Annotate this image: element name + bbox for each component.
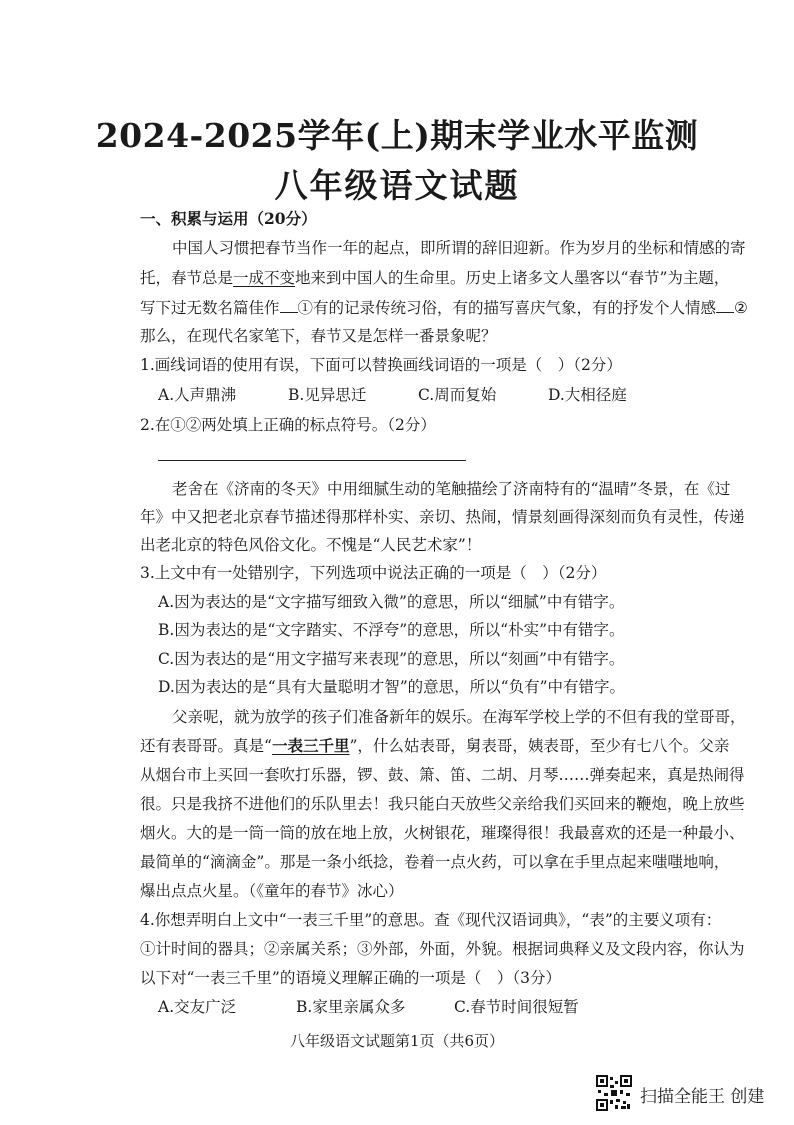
q3-option-b: B.因为表达的是“文字踏实、不浮夸”的意思，所以“朴实”中有错字。	[158, 621, 625, 639]
marker-1: ①	[297, 299, 314, 317]
section-heading: 一、积累与运用（20分）	[140, 209, 317, 228]
q4-option-c: C.春节时间很短暂	[454, 998, 579, 1016]
passage3-line6: 最简单的“滴滴金”。那是一条小纸捻，卷着一点火药，可以拿在手里点起来嗤嗤地响，	[140, 853, 730, 871]
q1-option-c: C.周而复始	[418, 386, 497, 404]
passage3-line2-pre: 还有表哥哥。真是“	[140, 737, 272, 755]
passage1-line3-mid: 有的记录传统习俗，有的描写喜庆气象，有的抒发个人情感	[313, 299, 717, 317]
q1-option-a: A.人声鼎沸	[158, 386, 237, 404]
passage3-line7: 爆出点点火星。（《童年的春节》冰心）	[140, 882, 404, 900]
blank-1	[280, 298, 298, 313]
question-4-line2: ①计时间的器具；②亲属关系；③外部，外面，外貌。根据词典释义及文段内容，你认为	[140, 940, 745, 958]
passage2-line3: 出老北京的特色风俗文化。不愧是“人民艺术家”！	[140, 536, 482, 554]
passage1-line2-pre: 托，春节总是	[140, 269, 234, 287]
passage1-line2	[140, 268, 729, 288]
marker-2: ②	[734, 299, 748, 317]
q1-option-b: B.见异思迁	[288, 386, 367, 404]
passage3-line3: 从烟台市上买回一套吹打乐器，锣、鼓、箫、笛、二胡、月琴……弹奏起来，真是热闹得	[140, 766, 745, 784]
passage3-line2-post: ”，什么姑表哥，舅表哥，姨表哥，至少有七八个。父亲	[349, 737, 730, 755]
qr-code-icon	[596, 1075, 632, 1111]
q3-option-c: C.因为表达的是“用文字描写来表现”的意思，所以“刻画”中有错字。	[158, 650, 625, 668]
passage1-line3-pre: 写下过无数名篇佳作	[140, 299, 280, 317]
passage1-line4: 那么，在现代名家笔下，春节又是怎样一番景象呢？	[140, 327, 497, 345]
passage2-line2: 年》中又把老北京春节描述得那样朴实、亲切、热闹，情景刻画得深刻而负有灵性，传递	[140, 508, 745, 526]
underlined-idiom: 一表三千里	[271, 736, 350, 755]
answer-line	[158, 460, 466, 461]
passage1-line1: 中国人习惯把春节当作一年的起点，即所谓的辞旧迎新。作为岁月的坐标和情感的寄	[172, 239, 746, 257]
passage3-line2	[140, 736, 729, 756]
blank-2	[716, 298, 734, 313]
passage1-line3	[140, 298, 748, 318]
question-3: 3.上文中有一处错别字，下列选项中说法正确的一项是（ ）（2分）	[140, 564, 607, 582]
passage3-line4: 很。只是我挤不进他们的乐队里去！我只能白天放些父亲给我们买回来的鞭炮，晚上放些	[140, 795, 745, 813]
passage3-line1: 父亲呢，就为放学的孩子们准备新年的娱乐。在海军学校上学的不但有我的堂哥哥，	[172, 708, 746, 726]
scanner-watermark: 扫描全能王 创建	[640, 1087, 765, 1107]
page-footer: 八年级语文试题第1页（共6页）	[289, 1032, 505, 1050]
question-4-line1: 4.你想弄明白上文中“一表三千里”的意思。查《现代汉语词典》，“表”的主要义项有：	[140, 911, 722, 929]
passage1-line2-post: 地来到中国人的生命里。历史上诸多文人墨客以“春节”为主题，	[295, 269, 730, 287]
question-2: 2.在①②两处填上正确的标点符号。（2分）	[140, 416, 436, 434]
q3-option-d: D.因为表达的是“具有大量聪明才智”的意思，所以“负有”中有错字。	[158, 678, 626, 696]
question-1: 1.画线词语的使用有误，下面可以替换画线词语的一项是（ ）（2分）	[140, 356, 622, 374]
underlined-phrase: 一成不变	[233, 269, 296, 287]
passage3-line5: 烟火。大的是一筒一筒的放在地上放，火树银花，璀璨得很！我最喜欢的还是一种最小、	[140, 824, 745, 842]
passage2-line1: 老舍在《济南的冬天》中用细腻生动的笔触描绘了济南特有的“温晴”冬景，在《过	[172, 480, 731, 498]
exam-title: 2024-2025学年(上)期末学业水平监测	[95, 116, 699, 155]
question-4-options	[158, 997, 579, 1017]
question-4-line3: 以下对“一表三千里”的语境义理解正确的一项是（ ）（3分）	[140, 969, 561, 987]
q3-option-a: A.因为表达的是“文字描写细致入微”的意思，所以“细腻”中有错字。	[158, 593, 625, 611]
question-1-options	[158, 385, 627, 405]
exam-subtitle: 八年级语文试题	[274, 166, 520, 205]
q4-option-a: A.交友广泛	[158, 998, 237, 1016]
q1-option-d: D.大相径庭	[548, 386, 627, 404]
q4-option-b: B.家里亲属众多	[296, 998, 406, 1016]
